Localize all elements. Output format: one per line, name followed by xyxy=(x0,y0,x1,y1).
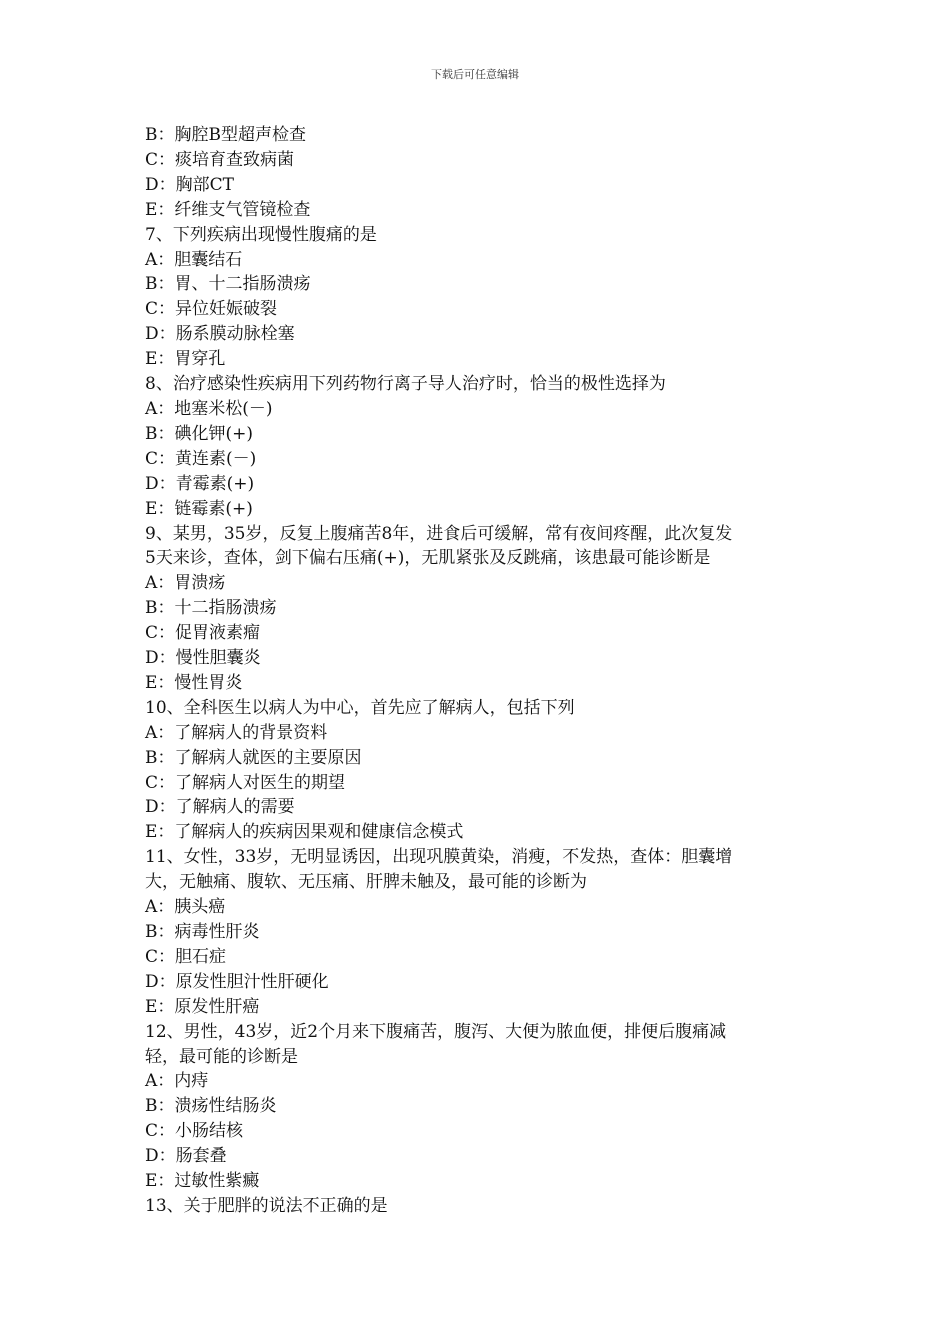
text-line: E：胃穿孔 xyxy=(145,349,226,370)
text-line: E：慢性胃炎 xyxy=(145,672,243,693)
text-line: C：痰培育查致病菌 xyxy=(145,149,295,170)
text-line: A：地塞米松(－) xyxy=(145,398,273,419)
text-line: B：胃、十二指肠溃疡 xyxy=(145,274,311,295)
question-7: 7、下列疾病出现慢性腹痛的是 xyxy=(145,224,377,245)
text-line: D：胸部CT xyxy=(145,174,234,195)
text-line: C：胆石症 xyxy=(145,946,227,967)
text-line: D：肠系膜动脉栓塞 xyxy=(145,324,295,345)
text-line: B：胸腔B型超声检查 xyxy=(145,125,306,145)
text-line: B：了解病人就医的主要原因 xyxy=(145,747,362,768)
question-8: 8、治疗感染性疾病用下列药物行离子导人治疗时，恰当的极性选择为 xyxy=(145,374,666,395)
text-line: C：异位妊娠破裂 xyxy=(145,299,278,320)
document-body xyxy=(145,123,813,1219)
text-line: B：碘化钾(+) xyxy=(145,423,254,444)
text-line: E：了解病人的疾病因果观和健康信念模式 xyxy=(145,822,464,843)
question-9: 9、某男，35岁，反复上腹痛苦8年，进食后可缓解，常有夜间疼醒，此次复发 xyxy=(145,523,733,544)
text-line: C：黄连素(－) xyxy=(145,448,257,469)
text-line: E：过敏性紫癜 xyxy=(145,1171,260,1192)
text-line: C：了解病人对医生的期望 xyxy=(145,772,346,793)
question-13: 13、关于肥胖的说法不正确的是 xyxy=(145,1195,388,1216)
question-11: 11、女性，33岁，无明显诱因，出现巩膜黄染，消瘦，不发热，查体：胆囊增 xyxy=(145,847,733,868)
text-line: D：了解病人的需要 xyxy=(145,797,295,818)
text-line: D：原发性胆汁性肝硬化 xyxy=(145,971,329,992)
text-line: A：胃溃疡 xyxy=(145,573,226,594)
question-10: 10、全科医生以病人为中心，首先应了解病人，包括下列 xyxy=(145,697,575,718)
text-line: E：纤维支气管镜检查 xyxy=(145,199,311,220)
text-line: B：溃疡性结肠炎 xyxy=(145,1096,277,1117)
text-line: C：促胃液素瘤 xyxy=(145,623,261,644)
text-line: D：慢性胆囊炎 xyxy=(145,648,261,669)
text-line: C：小肠结核 xyxy=(145,1121,244,1142)
text-line: E：原发性肝癌 xyxy=(145,996,260,1017)
text-line: A：胰头癌 xyxy=(145,897,226,918)
text-line: E：链霉素(+) xyxy=(145,498,253,519)
text-line: D：青霉素(+) xyxy=(145,473,255,494)
question-12: 12、男性，43岁，近2个月来下腹痛苦，腹泻、大便为脓血便，排便后腹痛减 xyxy=(145,1021,727,1042)
page-header: 下载后可任意编辑 xyxy=(431,68,519,81)
text-line: B：十二指肠溃疡 xyxy=(145,598,277,619)
text-line: A：了解病人的背景资料 xyxy=(145,722,328,743)
text-line: A：胆囊结石 xyxy=(145,249,243,270)
text-line: 轻，最可能的诊断是 xyxy=(145,1046,298,1067)
text-line: A：内痔 xyxy=(145,1071,209,1092)
text-line: B：病毒性肝炎 xyxy=(145,922,260,942)
text-line: D：肠套叠 xyxy=(145,1146,227,1167)
text-line: 大，无触痛、腹软、无压痛、肝脾未触及，最可能的诊断为 xyxy=(145,872,587,893)
text-line: 5天来诊，查体，剑下偏右压痛(+)，无肌紧张及反跳痛，该患最可能诊断是 xyxy=(145,548,711,569)
